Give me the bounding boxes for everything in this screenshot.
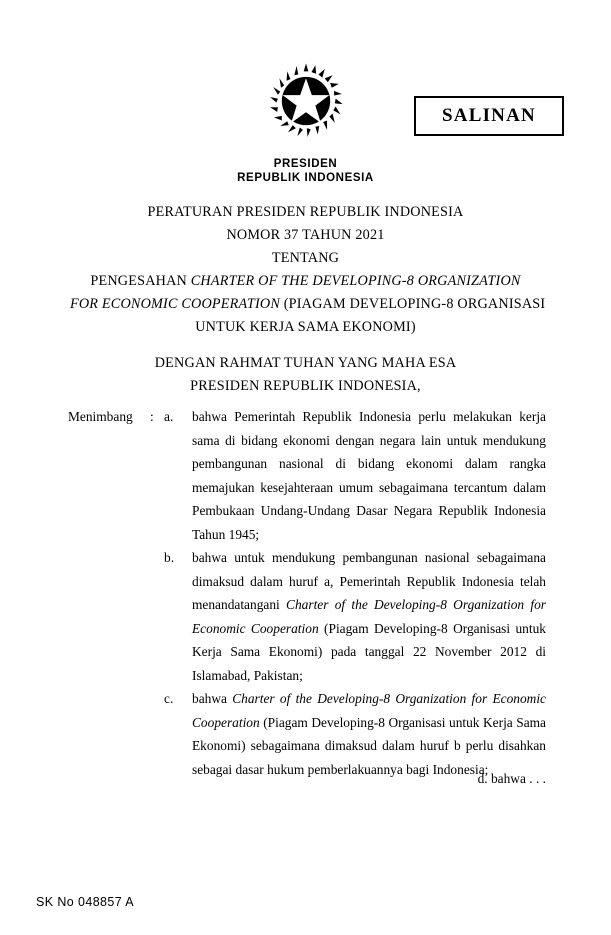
title-subject-italic-2: FOR ECONOMIC COOPERATION bbox=[70, 296, 280, 312]
considerans-text-c-part1: bahwa bbox=[192, 691, 233, 706]
considerans-letter-b: b. bbox=[164, 550, 175, 565]
presiden-heading-line1: PRESIDEN bbox=[273, 158, 338, 170]
opening-line-1: DENGAN RAHMAT TUHAN YANG MAHA ESA bbox=[154, 355, 457, 371]
considerans-text-b-part2: (Piagam Developing-8 Organisasi untuk Kerja Sama Ekonomi) pada tanggal 22 November 2012 di Islamabad, Pakistan; bbox=[192, 620, 546, 683]
considerans-text-c bbox=[192, 687, 546, 781]
continuation-marker: d. bahwa . . . bbox=[477, 771, 546, 786]
title-line-regulation: PERATURAN PRESIDEN REPUBLIK INDONESIA bbox=[147, 204, 464, 220]
title-line-subject-2 bbox=[70, 293, 546, 316]
sk-number-footer: SK No 048857 A bbox=[36, 895, 135, 909]
considerans-letter-c: c. bbox=[164, 691, 174, 706]
considerans-text-c-part2: (Piagam Developing-8 Organisasi untuk Kerja Sama Ekonomi) sebagaimana dimaksud dalam huruf b perlu disahkan sebagai dasar hukum pemberlakuannya bagi Indonesia; bbox=[192, 714, 546, 777]
opening-block bbox=[70, 352, 541, 398]
considerans-section bbox=[68, 405, 546, 781]
garuda-star-emblem bbox=[267, 62, 345, 140]
title-line-subject-1 bbox=[70, 270, 541, 293]
considerans-letter-a: a. bbox=[164, 409, 174, 424]
document-title-block bbox=[70, 201, 546, 339]
salinan-stamp-label: SALINAN bbox=[442, 105, 536, 126]
title-line-subject-3: UNTUK KERJA SAMA EKONOMI) bbox=[195, 319, 416, 335]
considerans-text-b bbox=[192, 546, 546, 687]
salinan-stamp bbox=[414, 96, 564, 136]
considerans-text-b-part1: bahwa untuk mendukung pembangunan nasional sebagaimana dimaksud dalam huruf a, Pemerintah Republik Indonesia telah menandatangani bbox=[192, 550, 546, 612]
considerans-label: Menimbang bbox=[68, 409, 133, 424]
title-subject-italic-1: CHARTER OF THE DEVELOPING-8 ORGANIZATION bbox=[190, 273, 521, 289]
title-line-tentang: TENTANG bbox=[271, 250, 340, 266]
considerans-text-b-italic: Charter of the Developing-8 Organization for Economic Cooperation bbox=[192, 597, 547, 636]
opening-line-2: PRESIDEN REPUBLIK INDONESIA, bbox=[190, 378, 421, 394]
considerans-item-c bbox=[68, 687, 546, 781]
considerans-text-c-italic: Charter of the Developing-8 Organization for Economic Cooperation bbox=[192, 691, 546, 730]
considerans-text-a: bahwa Pemerintah Republik Indonesia perlu melakukan kerja sama di bidang ekonomi dengan negara lain untuk mendukung pembangunan nasional di bidang ekonomi dalam rangka memajukan kesejahteraan umum sebagaimana tercantum dalam Pembukaan Undang-Undang Dasar Negara Republik Indonesia Tahun 1945; bbox=[192, 409, 546, 542]
considerans-colon: : bbox=[150, 409, 154, 424]
presiden-heading-line2: REPUBLIK INDONESIA bbox=[237, 172, 374, 184]
title-subject-prefix: PENGESAHAN bbox=[90, 273, 191, 289]
title-line-number: NOMOR 37 TAHUN 2021 bbox=[226, 227, 385, 243]
title-subject-suffix: (PIAGAM DEVELOPING-8 ORGANISASI bbox=[279, 296, 546, 312]
considerans-item-b bbox=[68, 546, 546, 687]
considerans-item-a bbox=[68, 405, 546, 546]
